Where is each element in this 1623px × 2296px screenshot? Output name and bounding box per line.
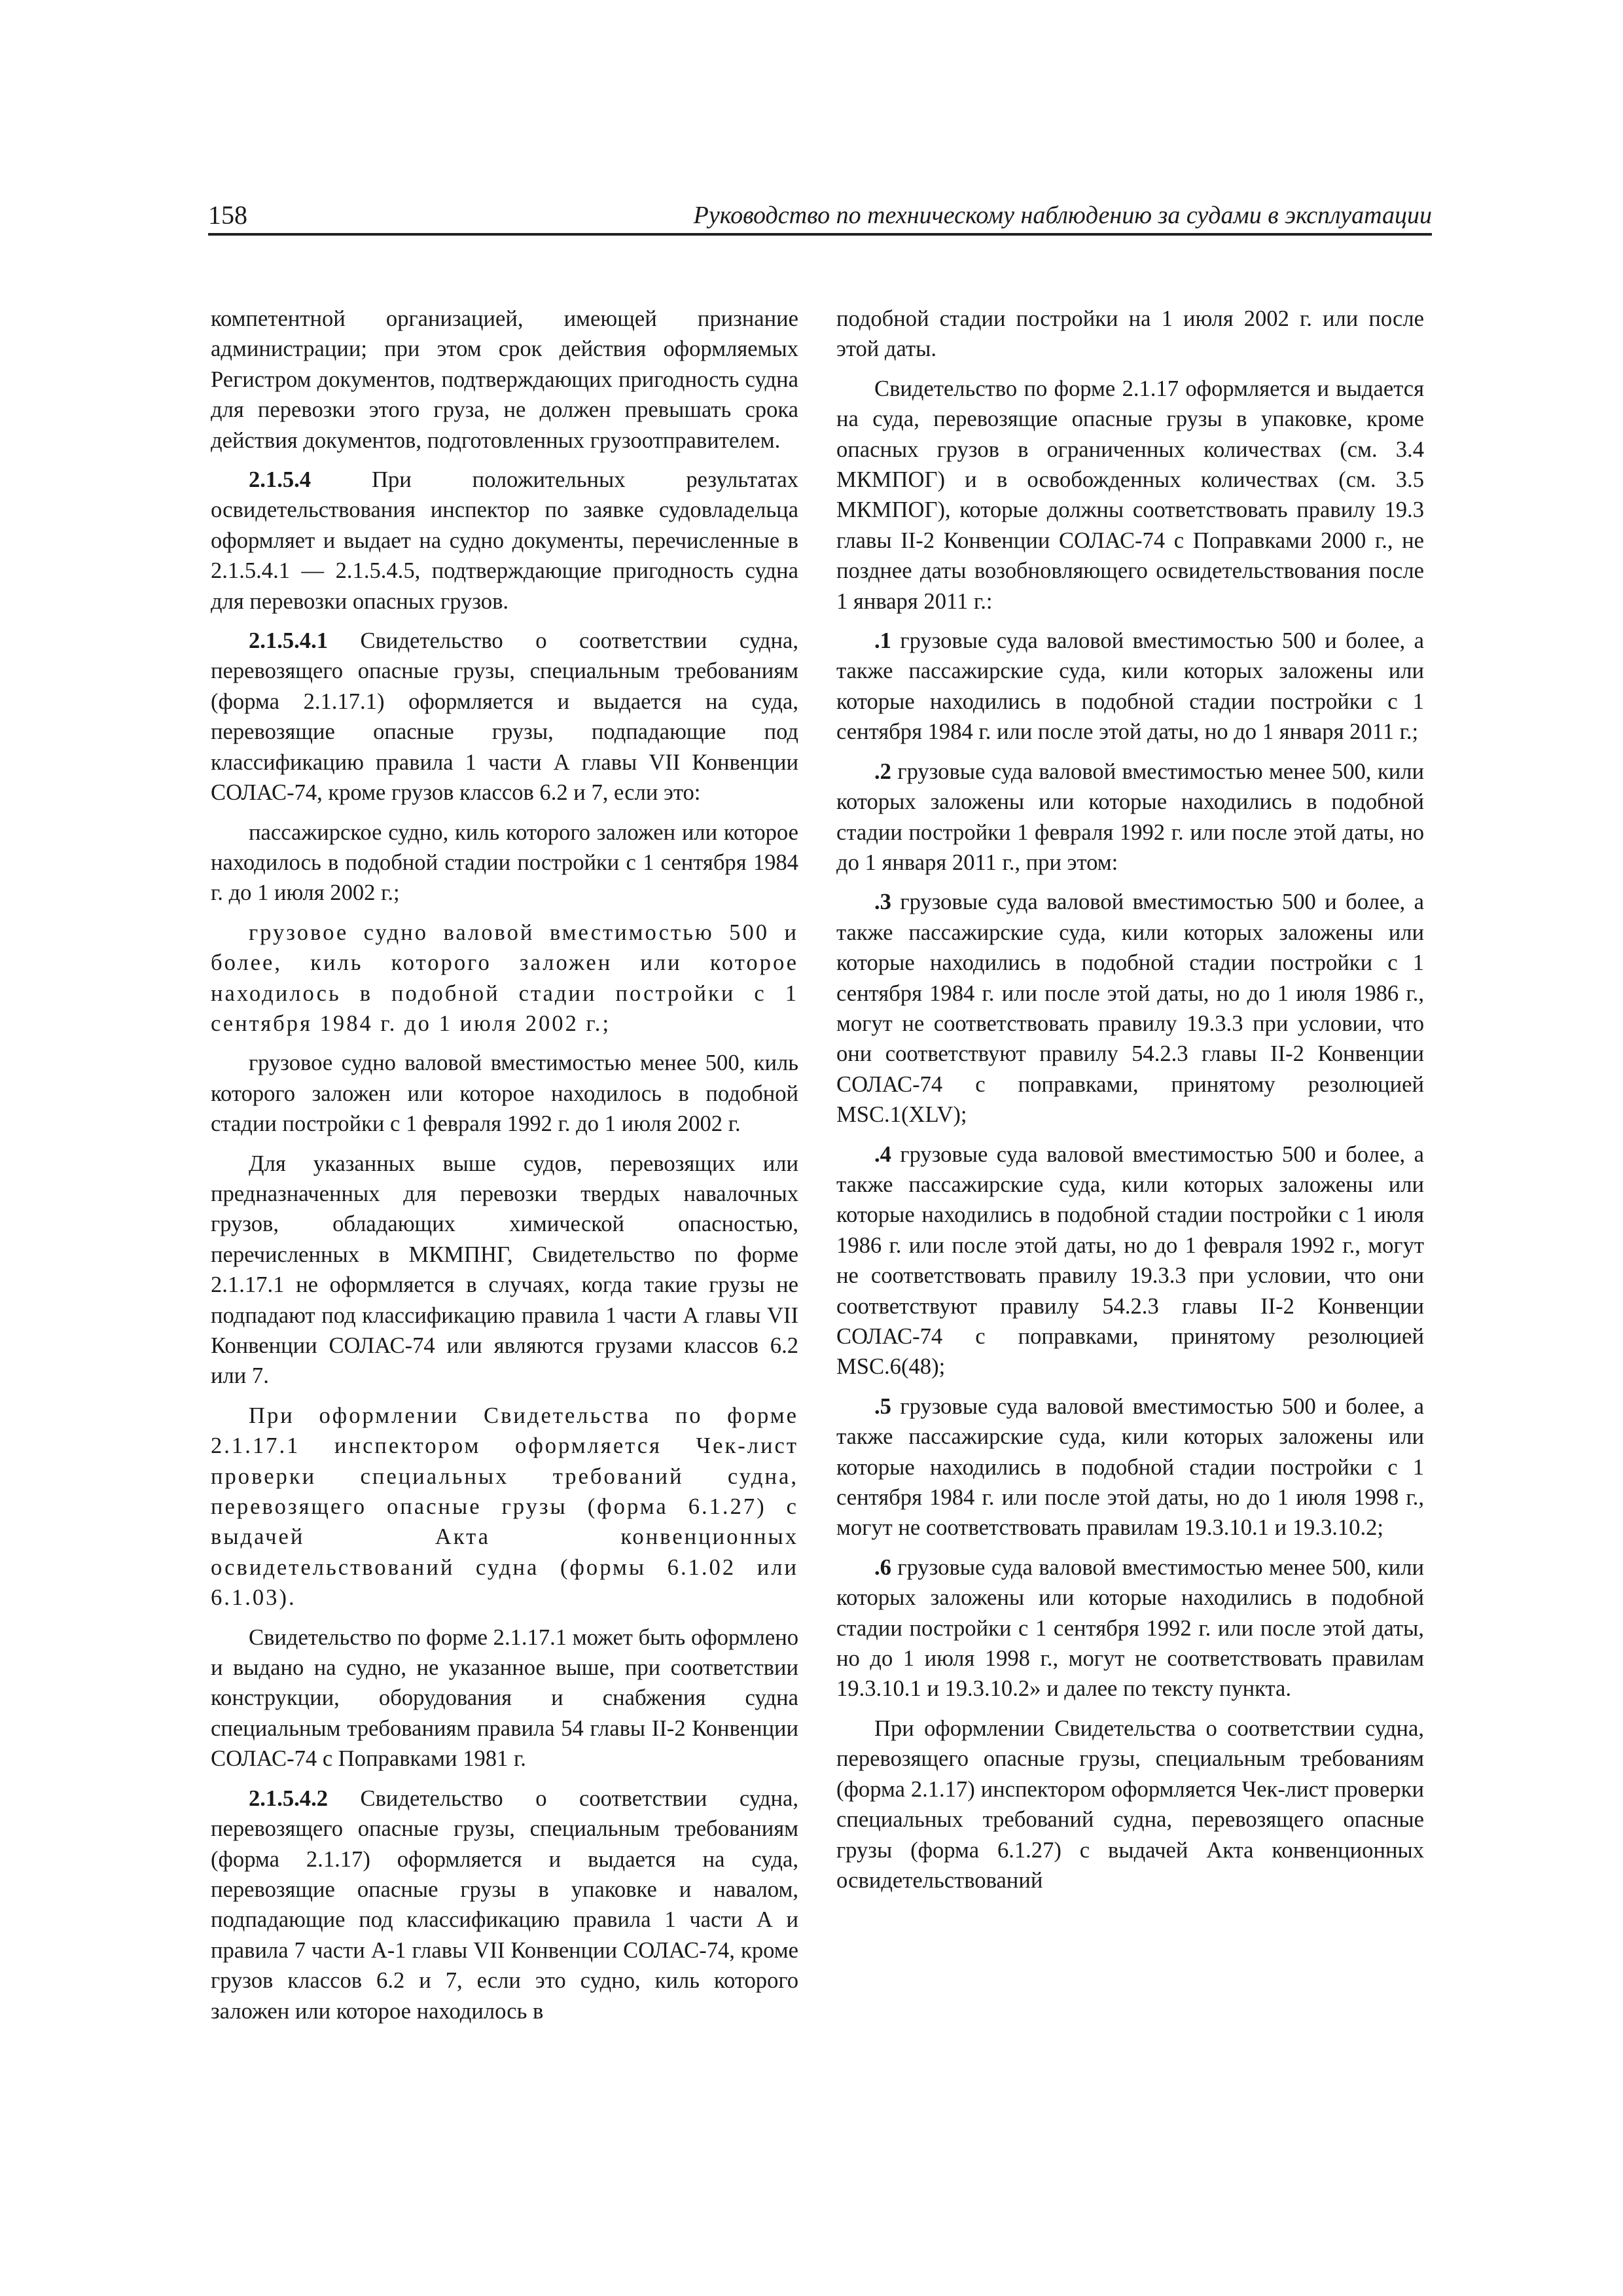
paragraph [211, 1401, 798, 1613]
paragraph-text: пассажирское судно, киль которого заложен или которое находилось в подобной стадии постройки с 1 сентября 1984 г. до 1 июля 2002 г.; [211, 819, 798, 906]
paragraph [211, 817, 798, 908]
paragraph [211, 918, 798, 1039]
list-item [836, 1139, 1424, 1382]
list-item-text: грузовые суда валовой вместимостью 500 и более, а также пассажирские суда, кили которых заложены или которые находились в подобной стадии постройки с 1 июля 1986 г. или после этой даты, но до 1 февраля 1992 г., могут не соответствовать правилу 19.3.3 при условии, что они соответствуют правилу 54.2.3 главы II-2 Конвенции СОЛАС-74 с поправками, принятому резолюцией MSC.6(48); [836, 1141, 1424, 1380]
paragraph-text: компетентной организацией, имеющей признание администрации; при этом срок действия оформляемых Регистром документов, подтверждающих пригодность судна для перевозки этого груза, не должен превышать срока действия документов, подготовленных грузоотправителем. [211, 306, 798, 453]
list-item-text: грузовые суда валовой вместимостью 500 и более, а также пассажирские суда, кили которых заложены или которые находились в подобной стадии постройки с 1 сентября 1984 г. или после этой даты, но до 1 января 2011 г.; [836, 628, 1424, 745]
paragraph-text: При оформлении Свидетельства о соответствии судна, перевозящего опасные грузы, специальным требованиям (форма 2.1.17) инспектором оформляется Чек-лист проверки специальных требований судна, перевозящего опасные грузы (форма 6.1.27) с выдачей Акта конвенционных освидетельствований [836, 1715, 1424, 1893]
paragraph [211, 1149, 798, 1391]
list-item-number: .5 [874, 1393, 891, 1419]
paragraph [836, 1713, 1424, 1895]
list-item-text: грузовые суда валовой вместимостью менее 500, кили которых заложены или которые находились в подобной стадии постройки 1 февраля 1992 г. или после этой даты, но до 1 января 2011 г., при этом: [836, 759, 1424, 875]
paragraph [211, 304, 798, 456]
running-title: Руководство по техническому наблюдению за судами в эксплуатации [693, 202, 1432, 229]
right-column [836, 304, 1424, 1905]
paragraph [836, 304, 1424, 365]
paragraph-text: При оформлении Свидетельства по форме 2.1.17.1 инспектором оформляется Чек-лист проверки специальных требований судна, перевозящего опасные грузы (форма 6.1.27) с выдачей Акта конвенционных освидетельствований судна (формы 6.1.02 или 6.1.03). [211, 1403, 798, 1611]
paragraph [211, 465, 798, 617]
list-item [836, 1391, 1424, 1543]
list-item-number: .6 [874, 1554, 891, 1580]
paragraph-text: При положительных результатах освидетельствования инспектор по заявке судовладельца оформляет и выдает на судно документы, перечисленные в 2.1.5.4.1 — 2.1.5.4.5, подтверждающие пригодность судна для перевозки опасных грузов. [211, 467, 798, 614]
list-item-number: .4 [874, 1141, 891, 1167]
paragraph [211, 1623, 798, 1774]
paragraph-text: Для указанных выше судов, перевозящих или предназначенных для перевозки твердых навалочных грузов, обладающих химической опасностью, перечисленных в МКМПНГ, Свидетельство по форме 2.1.17.1 не оформляется в случаях, когда такие грузы не подпадают под классификацию правила 1 части А главы VII Конвенции СОЛАС-74 или являются грузами классов 6.2 или 7. [211, 1151, 798, 1389]
page-header [208, 194, 1432, 236]
paragraph-text: грузовое судно валовой вместимостью менее 500, киль которого заложен или которое находилось в подобной стадии постройки с 1 февраля 1992 г. до 1 июля 2002 г. [211, 1050, 798, 1137]
clause-number: 2.1.5.4.1 [249, 628, 329, 654]
list-item [836, 1552, 1424, 1704]
paragraph [836, 374, 1424, 617]
list-item [836, 626, 1424, 747]
list-item-text: грузовые суда валовой вместимостью менее 500, кили которых заложены или которые находились в подобной стадии постройки с 1 сентября 1992 г. или после этой даты, но до 1 июля 1998 г., могут не соответствовать правилам 19.3.10.1 и 19.3.10.2» и далее по тексту пункта. [836, 1554, 1424, 1702]
paragraph-text: Свидетельство по форме 2.1.17.1 может быть оформлено и выдано на судно, не указанное выше, при соответствии конструкции, оборудования и снабжения судна специальным требованиям правила 54 главы II-2 Конвенции СОЛАС-74 с Поправками 1981 г. [211, 1624, 798, 1772]
paragraph [211, 1784, 798, 2026]
paragraph [211, 1048, 798, 1139]
clause-number: 2.1.5.4 [249, 467, 312, 493]
page-number: 158 [208, 200, 247, 230]
paragraph-text: подобной стадии постройки на 1 июля 2002 г. или после этой даты. [836, 306, 1424, 362]
paragraph-text: грузовое судно валовой вместимостью 500 и более, киль которого заложен или которое находилось в подобной стадии постройки с 1 сентября 1984 г. до 1 июля 2002 г.; [211, 920, 798, 1036]
left-column [211, 304, 798, 2036]
list-item-text: грузовые суда валовой вместимостью 500 и более, а также пассажирские суда, кили которых заложены или которые находились в подобной стадии постройки с 1 сентября 1984 г. или после этой даты, но до 1 июля 1986 г., могут не соответствовать правилу 19.3.3 при условии, что они соответствуют правилу 54.2.3 главы II-2 Конвенции СОЛАС-74 с поправками, принятому резолюцией MSC.1(XLV); [836, 889, 1424, 1128]
list-item-number: .3 [874, 889, 891, 915]
list-item-text: грузовые суда валовой вместимостью 500 и более, а также пассажирские суда, кили которых заложены или которые находились в подобной стадии постройки с 1 сентября 1984 г. или после этой даты, но до 1 июля 1998 г., могут не соответствовать правилам 19.3.10.1 и 19.3.10.2; [836, 1393, 1424, 1541]
paragraph [211, 626, 798, 808]
list-item [836, 757, 1424, 878]
paragraph-text: Свидетельство о соответствии судна, перевозящего опасные грузы, специальным требованиям (форма 2.1.17.1) оформляется и выдается на суда, перевозящие опасные грузы, подпадающие под классификацию правила 1 части А главы VII Конвенции СОЛАС-74, кроме грузов классов 6.2 и 7, если это: [211, 628, 798, 806]
list-item-number: .2 [874, 759, 891, 784]
paragraph-text: Свидетельство по форме 2.1.17 оформляется и выдается на суда, перевозящие опасные грузы в упаковке, кроме опасных грузов в ограниченных количествах (см. 3.4 МКМПОГ) и в освобожденных количествах (см. 3.5 МКМПОГ), которые должны соответствовать правилу 19.3 главы II-2 Конвенции СОЛАС-74 с Поправками 2000 г., не позднее даты возобновляющего освидетельствования после 1 января 2011 г.: [836, 376, 1424, 614]
paragraph-text: Свидетельство о соответствии судна, перевозящего опасные грузы, специальным требованиям (форма 2.1.17) оформляется и выдается на суда, перевозящие опасные грузы в упаковке и навалом, подпадающие под классификацию правила 1 части А и правила 7 части А-1 главы VII Конвенции СОЛАС-74, кроме грузов классов 6.2 и 7, если это судно, киль которого заложен или которое находилось в [211, 1785, 798, 2024]
list-item-number: .1 [874, 628, 891, 654]
list-item [836, 887, 1424, 1130]
clause-number: 2.1.5.4.2 [249, 1785, 329, 1811]
